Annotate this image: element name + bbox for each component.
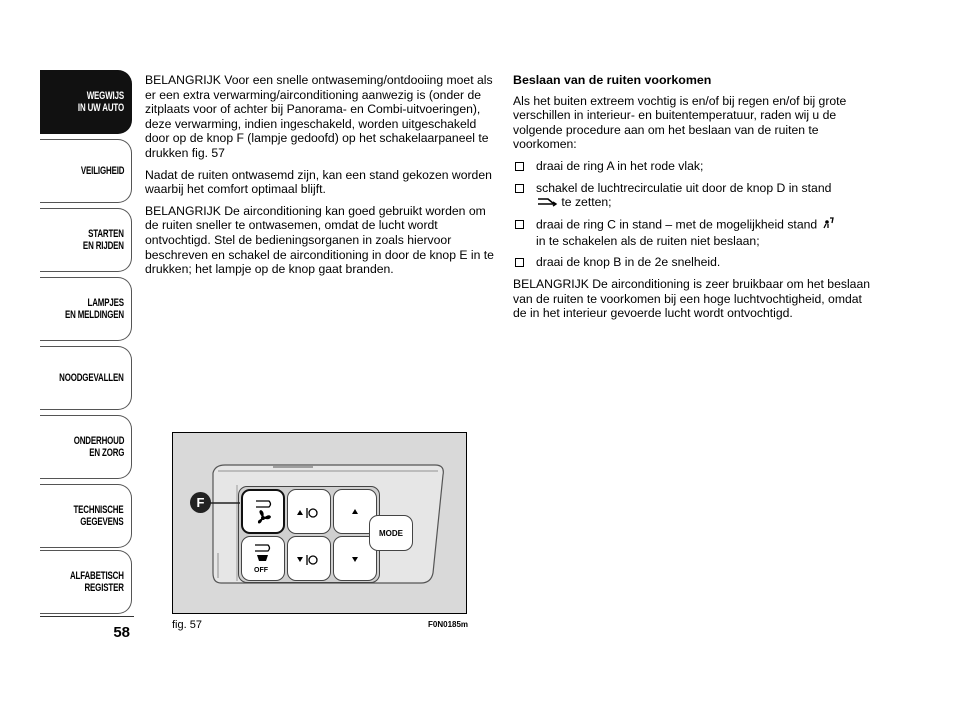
tab-starten[interactable] bbox=[40, 208, 132, 272]
temperature-down-button[interactable] bbox=[287, 536, 331, 581]
mode-button[interactable]: MODE bbox=[369, 515, 413, 551]
fresh-air-icon bbox=[536, 196, 558, 211]
tab-noodgevallen[interactable] bbox=[40, 346, 132, 410]
paragraph: BELANGRIJK Voor een snelle ontwaseming/ontdooiing moet als er een extra verwarming/airconditioning aanwezig is (onder de zitplaats voor of achter bij Panorama- en Combi-uitvoeringen), deze verwarming, indien ingeschakeld, worden uitgeschakeld door op de knop F (lampje gedoofd) op het schakelaarpaneel te drukken fig. 57 bbox=[145, 73, 493, 160]
list-item-text: draai de ring C in stand – met de mogelijkheid stand bbox=[536, 217, 818, 232]
paragraph: BELANGRIJK De airconditioning kan goed gebruikt worden om de ruiten sneller te ontwasemen, omdat de lucht wordt ontvochtigd. Stel de bedieningsorganen in zoals hiervoor beschreven en schakel de airconditioning in door de knop E in te drukken; het lampje op de knop gaat branden. bbox=[145, 203, 494, 277]
figure-code: F0N0185m bbox=[428, 620, 469, 629]
tab-label: ONDERHOUD EN ZORG bbox=[73, 435, 124, 459]
list-item-text: in te schakelen als de ruiten niet beslaan; bbox=[536, 233, 760, 248]
tab-technische[interactable] bbox=[40, 484, 132, 548]
temperature-up-icon bbox=[288, 490, 330, 533]
windshield-defrost-icon bbox=[257, 555, 268, 561]
tab-veiligheid[interactable] bbox=[40, 139, 132, 203]
tab-wegwijs[interactable] bbox=[40, 70, 132, 134]
section-heading: Beslaan van de ruiten voorkomen bbox=[513, 73, 712, 87]
list-item bbox=[513, 217, 873, 248]
tab-label: STARTEN EN RIJDEN bbox=[83, 228, 124, 252]
list-item bbox=[513, 255, 873, 270]
page-number: 58 bbox=[113, 624, 130, 641]
tab-lampjes[interactable] bbox=[40, 277, 132, 341]
fan-icon bbox=[258, 510, 271, 523]
list-item-text: schakel de luchtrecirculatie uit door de knop D in stand bbox=[536, 180, 832, 195]
tab-label: TECHNISCHE GEGEVENS bbox=[73, 504, 124, 528]
figure-57-panel bbox=[172, 432, 467, 614]
left-column bbox=[145, 73, 500, 284]
feet-windshield-icon bbox=[821, 217, 835, 234]
tab-onderhoud[interactable] bbox=[40, 415, 132, 479]
list-item bbox=[513, 181, 873, 211]
list-item-text: draai de ring A in het rode vlak; bbox=[536, 158, 704, 173]
tab-label: NOODGEVALLEN bbox=[59, 372, 124, 384]
right-column bbox=[513, 73, 873, 328]
paragraph: Nadat de ruiten ontwasemd zijn, kan een stand gekozen worden waarbij het comfort optimaal blijft. bbox=[145, 167, 492, 197]
tab-label: WEGWIJS IN UW AUTO bbox=[77, 90, 124, 114]
figure-caption: fig. 57 bbox=[172, 619, 202, 631]
fan-recirculation-button[interactable] bbox=[241, 489, 285, 534]
off-label: OFF bbox=[254, 567, 268, 574]
recirculation-icon bbox=[256, 501, 271, 507]
temperature-down-icon bbox=[288, 537, 330, 580]
callout-f: F bbox=[190, 492, 211, 513]
temperature-up-button[interactable] bbox=[287, 489, 331, 534]
tab-label: LAMPJES EN MELDINGEN bbox=[65, 297, 124, 321]
paragraph: BELANGRIJK De airconditioning is zeer bruikbaar om het beslaan van de ruiten te voorkomen bij een hoge luchtvochtigheid, omdat de in het interieur gevoerde lucht wordt ontvochtigd. bbox=[513, 277, 871, 321]
recirculation-icon bbox=[255, 545, 270, 551]
tab-label: VEILIGHEID bbox=[80, 165, 124, 177]
callout-line bbox=[208, 498, 248, 508]
page-divider bbox=[40, 616, 134, 617]
list-item-text: draai de knop B in de 2e snelheid. bbox=[536, 255, 721, 270]
tab-label: ALFABETISCH REGISTER bbox=[70, 570, 124, 594]
air-conditioning-off-button[interactable] bbox=[241, 536, 285, 581]
list-item bbox=[513, 159, 873, 174]
paragraph: Als het buiten extreem vochtig is en/of bij regen en/of bij grote verschillen in interieur- en buitentemperatuur, raden wij u de volgende procedure aan om het beslaan van de ruiten te voorkomen: bbox=[513, 93, 847, 152]
tab-alfabetisch[interactable] bbox=[40, 550, 132, 614]
list-item-text: te zetten; bbox=[561, 195, 612, 210]
